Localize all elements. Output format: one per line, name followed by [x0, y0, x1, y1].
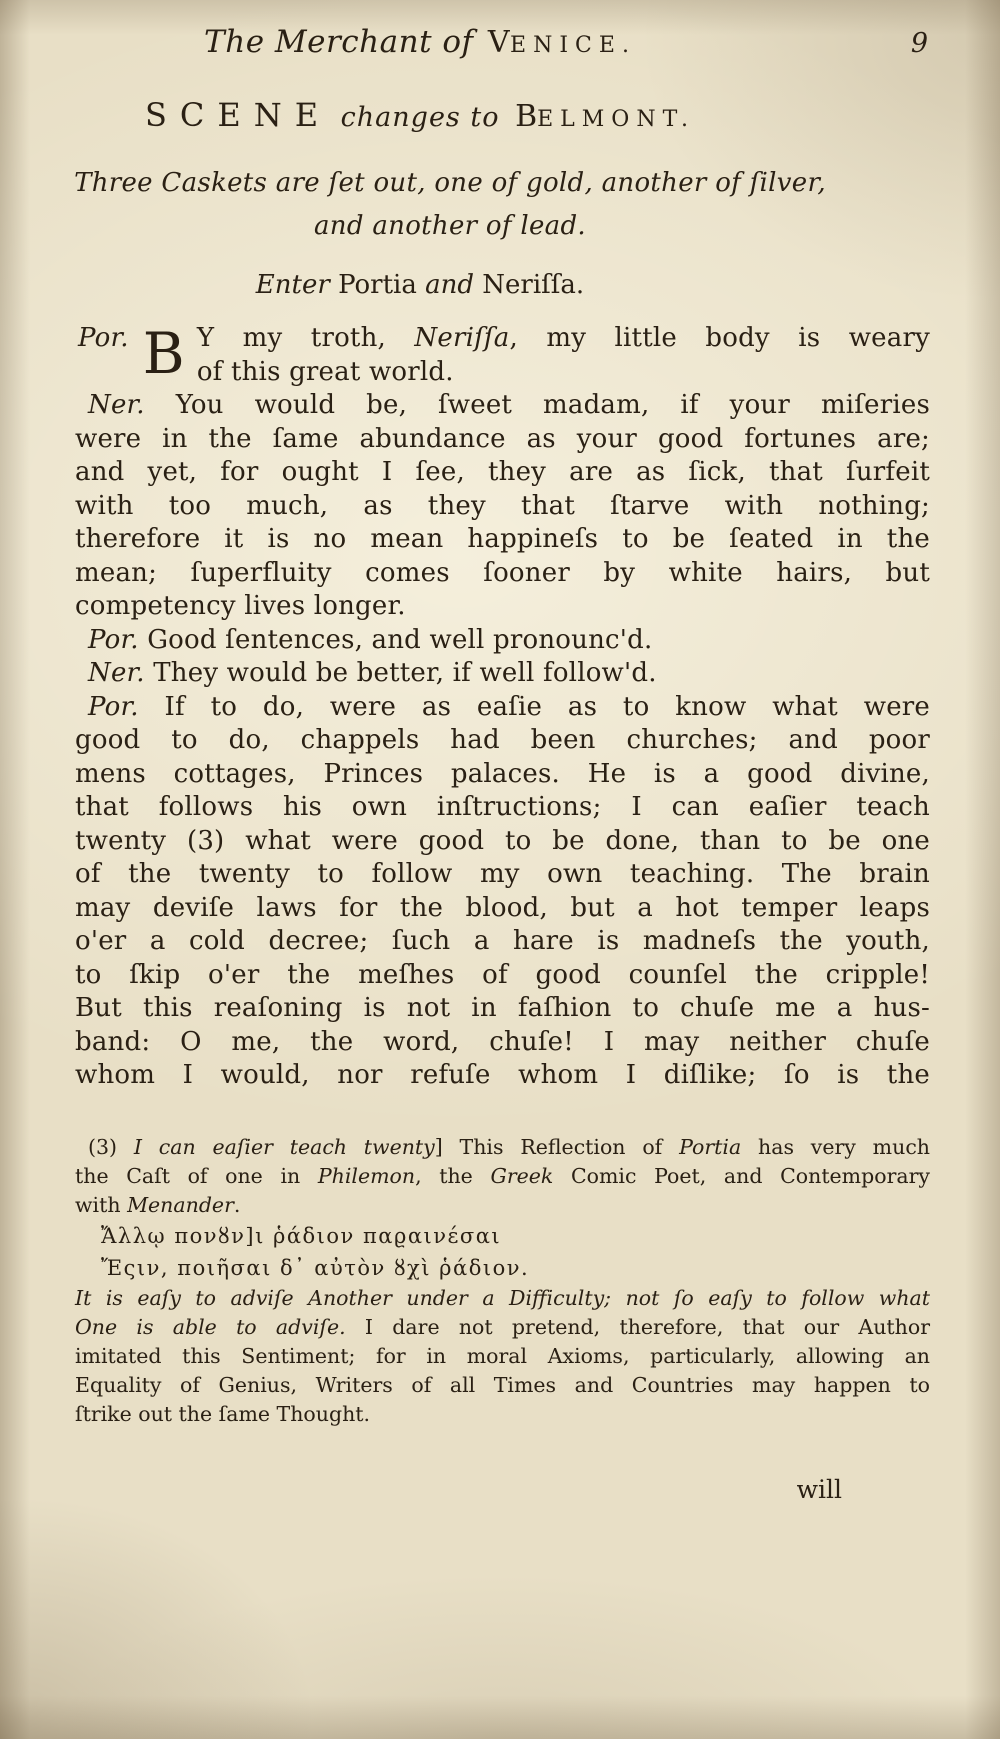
- text-segment: Enter: [255, 270, 339, 300]
- running-title: [204, 24, 636, 60]
- speaker-label: Por.: [88, 691, 139, 722]
- running-title-caps: V: [487, 25, 511, 60]
- text-line: [75, 624, 930, 658]
- scene-heading: [0, 96, 1000, 134]
- text-line: [75, 657, 930, 691]
- text-line: Equality of Genius, Writers of all Times and Countries may happen to: [75, 1372, 930, 1397]
- text-line: good to do, chappels had been churches; and poor: [75, 725, 930, 755]
- text-line: [75, 1162, 930, 1191]
- drop-cap: B: [142, 321, 185, 387]
- text-line: twenty (3) what were good to be done, than to be one: [75, 825, 930, 856]
- text-segment: Good ſentences, and well pronounc'd.: [138, 624, 653, 655]
- text-line: with too much, as they that ſtarve with nothing;: [75, 490, 930, 521]
- text-line: [75, 1191, 930, 1220]
- greek-quote: Ἔςιν, ποιῆσαι δ᾽ αὐτὸν ȣχὶ ῥάδιον.: [101, 1255, 530, 1280]
- text-line: to ſkip o'er the meſhes of good counſel the cripple!: [75, 959, 930, 990]
- text-segment: I dare not pretend, therefore, that our Author: [345, 1314, 930, 1339]
- text-line: ſtrike out the ſame Thought.: [75, 1401, 371, 1426]
- text-segment: Philemon: [317, 1163, 416, 1188]
- text-segment: Neriſſa: [414, 323, 510, 353]
- text-segment: Portia: [338, 270, 426, 300]
- text-line: competency lives longer.: [75, 591, 406, 621]
- scene-connector: changes to: [331, 102, 510, 133]
- text-segment: If to do, were as eaſie as to know what were: [138, 691, 930, 722]
- text-segment: One is able to adviſe.: [75, 1314, 346, 1339]
- text-segment: and: [425, 270, 483, 300]
- text-line: mens cottages, Princes palaces. He is a good divine,: [75, 758, 930, 789]
- place-name-caps: ELMONT.: [537, 107, 696, 132]
- catchword: will: [796, 1474, 842, 1504]
- text-segment: You would be, ſweet madam, if your miſeries: [144, 390, 930, 420]
- text-segment: Menander: [127, 1192, 234, 1217]
- opening-speech: [0, 322, 1000, 389]
- text-segment: has very much: [741, 1134, 931, 1159]
- text-segment: of this great world.: [196, 356, 454, 387]
- opening-speech-lines: [197, 322, 930, 389]
- text-line: and another of lead.: [314, 211, 586, 241]
- text-segment: Comic Poet, and Contemporary: [553, 1163, 930, 1188]
- text-segment: ] This Reflection of: [434, 1134, 680, 1159]
- text-segment: They would be better, if well follow'd.: [144, 658, 657, 688]
- text-line: [75, 1220, 930, 1252]
- text-line: whom I would, nor refuſe whom I diſlike; ſo is the: [75, 1060, 930, 1090]
- dialogue-text: [0, 389, 1000, 1093]
- text-line: [197, 356, 930, 390]
- text-segment: , my little body is weary: [509, 323, 930, 353]
- text-segment: Portia: [679, 1134, 742, 1159]
- text-line: [75, 1313, 930, 1342]
- greek-quote: Ἄλλῳ πονȣν]ι ῥάδιον παϱαινέσαι: [101, 1223, 502, 1248]
- running-title-caps: ENICE.: [510, 33, 636, 58]
- stage-direction: [0, 162, 1000, 248]
- text-segment: with: [75, 1192, 128, 1217]
- text-segment: Neriſſa.: [482, 270, 585, 300]
- text-line: [75, 691, 930, 725]
- text-line: Three Caskets are ſet out, one of gold, another of ſilver,: [74, 168, 826, 198]
- text-segment: (3): [88, 1134, 134, 1159]
- text-segment: .: [233, 1192, 241, 1217]
- scene-word: SCENE: [144, 96, 332, 134]
- text-line: o'er a cold decree; ſuch a hare is madneſs the youth,: [75, 926, 930, 956]
- speaker-label: Ner.: [88, 658, 145, 688]
- text-segment: I can eaſier teach twenty: [133, 1134, 435, 1159]
- catchword-row: [0, 1475, 1000, 1504]
- place-name-caps: B: [515, 99, 538, 134]
- text-line: [197, 322, 930, 356]
- text-line: imitated this Sentiment; for in moral Axioms, particularly, allowing an: [75, 1343, 930, 1368]
- page-header: [0, 0, 1000, 60]
- speaker-label: Por.: [88, 624, 139, 655]
- text-line: But this reaſoning is not in faſhion to chuſe me a hus-: [75, 993, 930, 1023]
- text-line: of the twenty to follow my own teaching. The brain: [75, 859, 930, 889]
- text-line: therefore it is no mean happineſs to be ſeated in the: [75, 524, 930, 554]
- text-line: and yet, for ought I ſee, they are as ſick, that ſurfeit: [75, 457, 930, 487]
- text-segment: , the: [415, 1163, 491, 1188]
- text-line: band: O me, the word, chuſe! I may neither chuſe: [75, 1026, 930, 1057]
- text-line: mean; ſuperfluity comes ſooner by white hairs, but: [75, 557, 930, 588]
- footnote: [0, 1133, 1000, 1429]
- text-line: [75, 389, 930, 423]
- text-line: [75, 1284, 930, 1313]
- text-line: may deviſe laws for the blood, but a hot temper leaps: [75, 892, 930, 923]
- text-segment: the Caſt of one in: [75, 1163, 318, 1188]
- text-line: were in the ſame abundance as your good fortunes are;: [75, 423, 930, 454]
- text-segment: Y my troth,: [196, 323, 415, 353]
- text-line: [75, 1133, 930, 1162]
- text-line: [75, 1252, 930, 1284]
- entrance-direction: [0, 270, 1000, 300]
- speaker-label: Por.: [78, 323, 129, 353]
- page-number: 9: [910, 28, 928, 59]
- text-line: that follows his own inſtructions; I can eaſier teach: [75, 792, 930, 822]
- text-segment: Greek: [490, 1163, 554, 1188]
- running-title-italic: The Merchant of: [204, 24, 484, 60]
- text-segment: It is eaſy to adviſe Another under a Difficulty; not ſo eaſy to follow what: [75, 1285, 930, 1310]
- speaker-label: Ner.: [88, 390, 145, 420]
